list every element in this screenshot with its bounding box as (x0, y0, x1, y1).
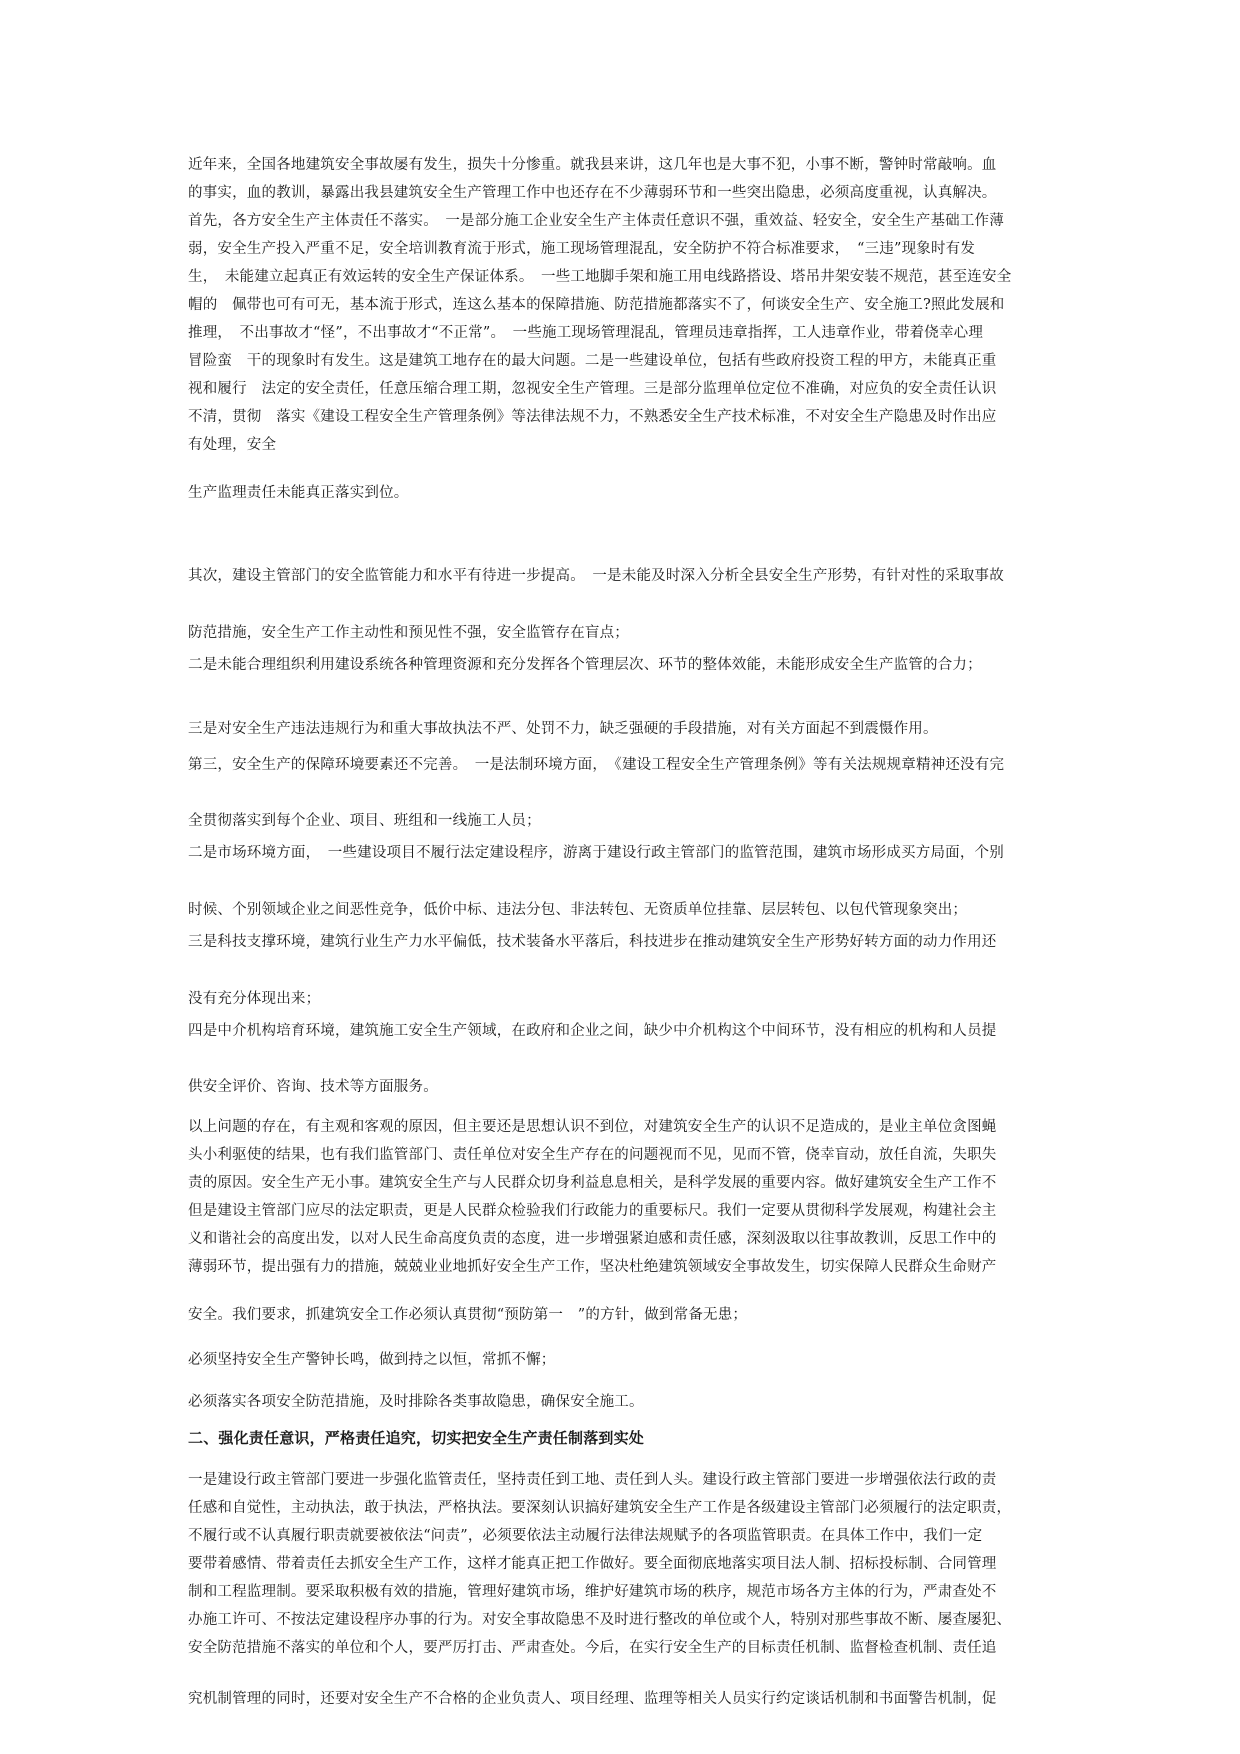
text-line: 有处理，安全 (188, 437, 277, 453)
text-line: 第三，安全生产的保障环境要素还不完善。 一是法制环境方面， 《建设工程安全生产管理条例》等有关法规规章精神还没有完 (188, 757, 1005, 773)
text-line: 的事实，血的教训，暴露出我县建筑安全生产管理工作中也还存在不少薄弱环节和一些突出隐患，必须高度重视，认真解决。 (188, 185, 997, 201)
text-line: 义和谐社会的高度出发，以对人民生命高度负责的态度，进一步增强紧迫感和责任感，深刻汲取以往事故教训，反思工作中的 (188, 1231, 997, 1247)
text-line: 三是对安全生产违法违规行为和重大事故执法不严、处罚不力，缺乏强硬的手段措施，对有关方面起不到震慑作用。 (188, 721, 938, 737)
text-line: 必须坚持安全生产警钟长鸣，做到持之以恒，常抓不懈； (188, 1352, 556, 1368)
section-heading: 二、强化责任意识，严格责任追究，切实把安全生产责任制落到实处 (188, 1429, 645, 1447)
text-line: 二是未能合理组织利用建设系统各种管理资源和充分发挥各个管理层次、环节的整体效能，未能形成安全生产监管的合力； (188, 657, 982, 673)
text-line: 四是中介机构培育环境，建筑施工安全生产领域，在政府和企业之间，缺少中介机构这个中间环节，没有相应的机构和人员提 (188, 1023, 997, 1039)
text-line: 其次，建设主管部门的安全监管能力和水平有待进一步提高。 一是未能及时深入分析全县安全生产形势，有针对性的采取事故 (188, 568, 1004, 584)
text-line: 冒险蛮 干的现象时有发生。这是建筑工地存在的最大问题。二是一些建设单位，包括有些政府投资工程的甲方，未能真正重 (188, 353, 997, 369)
text-line: 不清，贯彻 落实《建设工程安全生产管理条例》等法律法规不力，不熟悉安全生产技术标准，不对安全生产隐患及时作出应 (188, 409, 997, 425)
text-line: 要带着感情、带着责任去抓安全生产工作，这样才能真正把工作做好。要全面彻底地落实项目法人制、招标投标制、合同管理 (188, 1556, 997, 1572)
text-line: 办施工许可、不按法定建设程序办事的行为。对安全事故隐患不及时进行整改的单位或个人，特别对那些事故不断、屡查屡犯、 (188, 1612, 1012, 1628)
text-line: 全贯彻落实到每个企业、项目、班组和一线施工人员； (188, 813, 541, 829)
text-line: 推理， 不出事故才“怪”，不出事故才“不正常”。 一些施工现场管理混乱，管理员违章指挥，工人违章作业，带着侥幸心理 (188, 325, 984, 341)
text-line: 薄弱环节，提出强有力的措施，兢兢业业地抓好安全生产工作，坚决杜绝建筑领域安全事故发生，切实保障人民群众生命财产 (188, 1259, 997, 1275)
text-line: 防范措施，安全生产工作主动性和预见性不强，安全监管存在盲点； (188, 625, 629, 641)
text-line: 供安全评价、咨询、技术等方面服务。 (188, 1079, 438, 1095)
text-line: 不履行或不认真履行职责就要被依法“问责”，必须要依法主动履行法律法规赋予的各项监管职责。在具体工作中，我们一定 (188, 1528, 983, 1544)
text-line: 制和工程监理制。要采取积极有效的措施，管理好建筑市场，维护好建筑市场的秩序，规范市场各方主体的行为，严肃查处不 (188, 1584, 997, 1600)
text-line: 近年来，全国各地建筑安全事故屡有发生，损失十分惨重。就我县来讲，这几年也是大事不犯，小事不断，警钟时常敲响。血 (188, 157, 997, 173)
text-line: 任感和自觉性，主动执法，敢于执法，严格执法。要深刻认识搞好建筑安全生产工作是各级建设主管部门必须履行的法定职责， (188, 1500, 1012, 1516)
text-line: 视和履行 法定的安全责任，任意压缩合理工期，忽视安全生产管理。三是部分监理单位定位不准确，对应负的安全责任认识 (188, 381, 997, 397)
text-line: 以上问题的存在，有主观和客观的原因，但主要还是思想认识不到位，对建筑安全生产的认识不足造成的，是业主单位贪图蝇 (188, 1119, 997, 1135)
text-line: 安全防范措施不落实的单位和个人，要严厉打击、严肃查处。今后，在实行安全生产的目标责任机制、监督检查机制、责任追 (188, 1640, 997, 1656)
text-line: 二是市场环境方面， 一些建设项目不履行法定建设程序，游离于建设行政主管部门的监管范围，建筑市场形成买方局面，个别 (188, 845, 1004, 861)
text-line: 生产监理责任未能真正落实到位。 (188, 485, 409, 501)
text-line: 头小利驱使的结果，也有我们监管部门、责任单位对安全生产存在的问题视而不见，见而不管，侥幸盲动，放任自流，失职失 (188, 1147, 997, 1163)
text-line: 一是建设行政主管部门要进一步强化监管责任，坚持责任到工地、责任到人头。建设行政主管部门要进一步增强依法行政的责 (188, 1472, 997, 1488)
text-line: 究机制管理的同时，还要对安全生产不合格的企业负责人、项目经理、监理等相关人员实行约定谈话机制和书面警告机制，促 (188, 1691, 997, 1707)
text-line: 三是科技支撑环境，建筑行业生产力水平偏低，技术装备水平落后，科技进步在推动建筑安全生产形势好转方面的动力作用还 (188, 934, 997, 950)
text-line: 生， 未能建立起真正有效运转的安全生产保证体系。 一些工地脚手架和施工用电线路搭设、塔吊井架安装不规范，甚至连安全 (188, 269, 1012, 285)
text-line: 帽的 佩带也可有可无，基本流于形式，连这么基本的保障措施、防范措施都落实不了，何谈安全生产、安全施工?照此发展和 (188, 297, 1005, 313)
text-line: 责的原因。安全生产无小事。建筑安全生产与人民群众切身利益息息相关，是科学发展的重要内容。做好建筑安全生产工作不 (188, 1175, 997, 1191)
text-line: 首先，各方安全生产主体责任不落实。 一是部分施工企业安全生产主体责任意识不强，重效益、轻安全，安全生产基础工作薄 (188, 213, 1004, 229)
text-line: 必须落实各项安全防范措施，及时排除各类事故隐患，确保安全施工。 (188, 1394, 644, 1410)
text-line: 安全。我们要求，抓建筑安全工作必须认真贯彻“预防第一 ”的方针，做到常备无患； (188, 1307, 748, 1323)
text-line: 时候、个别领域企业之间恶性竞争，低价中标、违法分包、非法转包、无资质单位挂靠、层层转包、以包代管现象突出； (188, 902, 968, 918)
text-line: 但是建设主管部门应尽的法定职责，更是人民群众检验我们行政能力的重要标尺。我们一定要从贯彻科学发展观，构建社会主 (188, 1203, 997, 1219)
text-line: 没有充分体现出来； (188, 991, 321, 1007)
text-line: 弱，安全生产投入严重不足，安全培训教育流于形式，施工现场管理混乱，安全防护不符合标准要求， “三违”现象时有发 (188, 241, 976, 257)
